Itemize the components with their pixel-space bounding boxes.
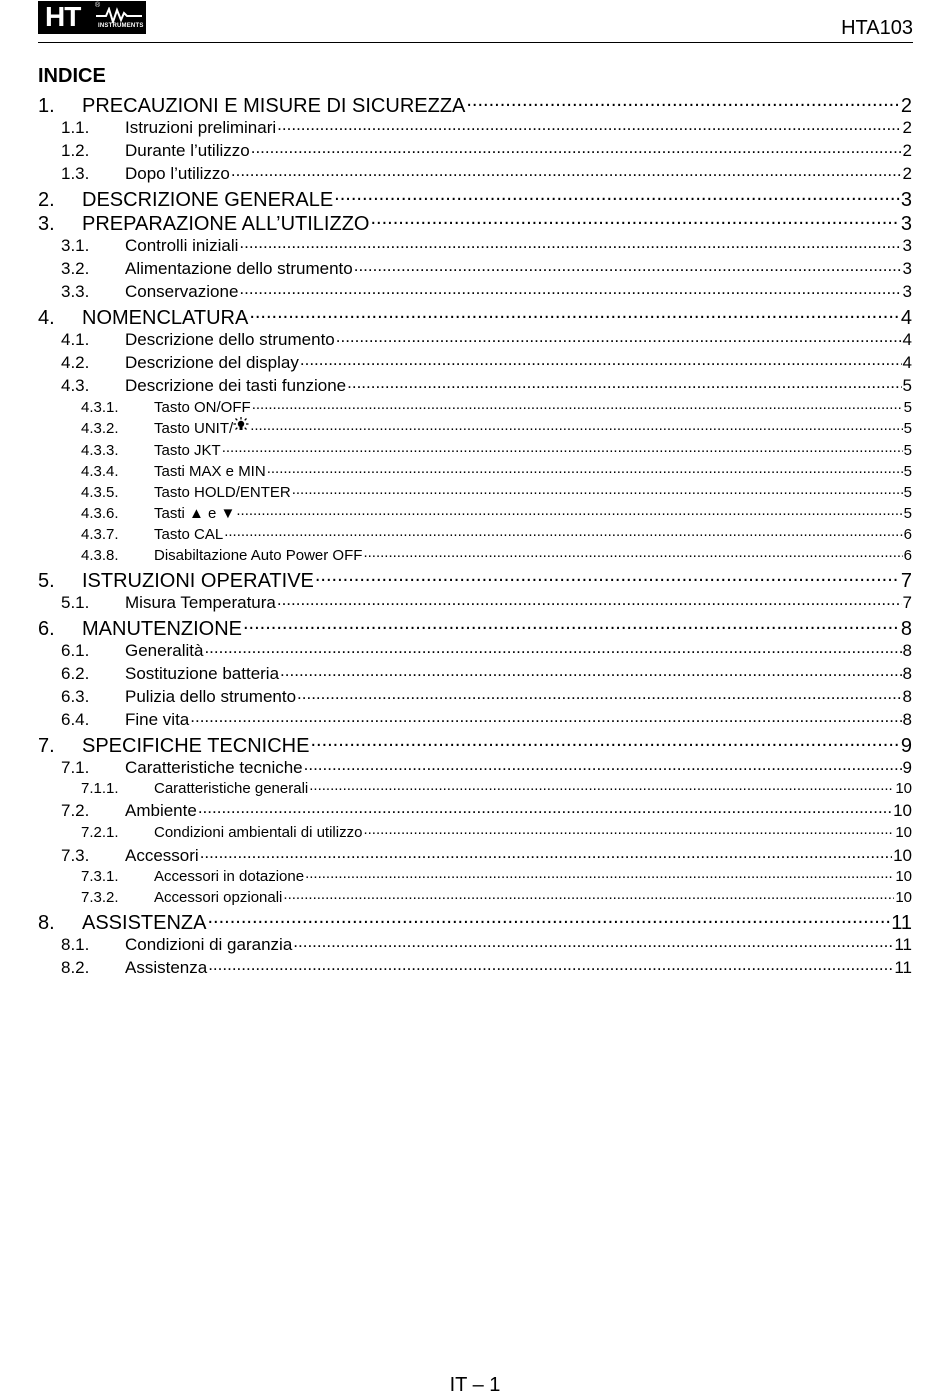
toc-page-number: 5 bbox=[903, 483, 912, 501]
toc-entry-number: 1.2. bbox=[61, 140, 90, 160]
toc-page-number: 9 bbox=[900, 735, 912, 757]
toc-entry-level3[interactable] bbox=[81, 864, 912, 884]
dot-leader bbox=[243, 613, 900, 635]
toc-entry-level3[interactable] bbox=[81, 820, 912, 840]
toc-entry-number: 8.2. bbox=[61, 957, 90, 977]
toc-entry-level2[interactable] bbox=[61, 954, 912, 976]
toc-entry-title: Fine vita bbox=[125, 709, 190, 729]
dot-leader bbox=[252, 395, 903, 412]
dot-leader bbox=[190, 706, 901, 725]
page-header bbox=[38, 0, 913, 43]
logo-text: HT bbox=[45, 1, 81, 32]
toc-entry-title: Descrizione dello strumento bbox=[125, 329, 335, 349]
toc-entry-number: 3.1. bbox=[61, 235, 90, 255]
toc-page-number: 4 bbox=[902, 352, 912, 372]
toc-entry-level2[interactable] bbox=[61, 137, 912, 159]
dot-leader bbox=[239, 232, 901, 251]
toc-page-number: 5 bbox=[902, 375, 912, 395]
toc-page-number: 2 bbox=[902, 117, 912, 137]
toc-entry-number: 4.3. bbox=[61, 375, 90, 395]
dot-leader bbox=[198, 797, 892, 816]
toc-entry-number: 4.1. bbox=[61, 329, 90, 349]
toc-entry-number: 6. bbox=[38, 618, 55, 640]
toc-entry-level2[interactable] bbox=[61, 797, 912, 819]
toc-entry-level2[interactable] bbox=[61, 589, 912, 611]
ht-instruments-logo bbox=[38, 1, 146, 34]
dot-leader bbox=[277, 114, 901, 133]
dot-leader bbox=[309, 776, 894, 793]
toc-entry-level3[interactable] bbox=[81, 501, 912, 521]
dot-leader bbox=[222, 438, 903, 455]
dot-leader bbox=[304, 754, 902, 773]
dot-leader bbox=[363, 543, 902, 560]
toc-page-number: 3 bbox=[900, 213, 912, 235]
toc-entry-title: DESCRIZIONE GENERALE bbox=[82, 189, 334, 211]
dot-leader bbox=[280, 660, 901, 679]
toc-page-number: 2 bbox=[902, 163, 912, 183]
dot-leader bbox=[370, 208, 899, 230]
toc-entry-title: Descrizione del display bbox=[125, 352, 299, 372]
toc-page-number: 11 bbox=[894, 934, 912, 954]
toc-entry-number: 4.3.3. bbox=[81, 441, 119, 459]
toc-entry-title: Accessori in dotazione bbox=[154, 867, 305, 885]
toc-page-number: 7 bbox=[902, 592, 912, 612]
toc-entry-title: Accessori bbox=[125, 845, 199, 865]
toc-entry-number: 4.3.8. bbox=[81, 546, 119, 564]
toc-entry-level2[interactable] bbox=[61, 372, 912, 394]
toc-page-number: 9 bbox=[902, 757, 912, 777]
toc-entry-title: Tasti ▲ e ▼ bbox=[154, 504, 236, 522]
toc-entry-title: Descrizione dei tasti funzione bbox=[125, 375, 347, 395]
toc-entry-number: 1. bbox=[38, 95, 55, 117]
toc-entry-title: Tasto CAL bbox=[154, 525, 224, 543]
model-name: HTA103 bbox=[841, 17, 913, 39]
toc-entry-level2[interactable] bbox=[61, 637, 912, 659]
dot-leader bbox=[347, 372, 901, 391]
toc-entry-title: Istruzioni preliminari bbox=[125, 117, 277, 137]
page-title: INDICE bbox=[38, 65, 106, 87]
toc-entry-title: Accessori opzionali bbox=[154, 888, 283, 906]
toc-entry-title: SPECIFICHE TECNICHE bbox=[82, 735, 310, 757]
dot-leader bbox=[267, 459, 903, 476]
dot-leader bbox=[204, 637, 901, 656]
toc-entry-title: Conservazione bbox=[125, 281, 239, 301]
toc-entry-level1[interactable] bbox=[38, 302, 912, 329]
dot-leader bbox=[297, 683, 902, 702]
dot-leader bbox=[277, 589, 902, 608]
toc-page-number: 5 bbox=[903, 462, 912, 480]
toc-page-number: 10 bbox=[893, 845, 912, 865]
toc-entry-title: Tasto ON/OFF bbox=[154, 398, 251, 416]
toc-page-number: 4 bbox=[902, 329, 912, 349]
toc-page-number: 11 bbox=[894, 957, 912, 977]
toc-entry-number: 4. bbox=[38, 307, 55, 329]
toc-entry-level2[interactable] bbox=[61, 326, 912, 348]
toc-page-number: 5 bbox=[903, 398, 912, 416]
toc-entry-level1[interactable] bbox=[38, 730, 912, 757]
toc-entry-number: 6.1. bbox=[61, 640, 90, 660]
toc-page-number: 10 bbox=[893, 800, 912, 820]
toc-entry-title: ISTRUZIONI OPERATIVE bbox=[82, 570, 314, 592]
toc-entry-number: 6.2. bbox=[61, 663, 90, 683]
toc-entry-title: Tasto HOLD/ENTER bbox=[154, 483, 291, 501]
toc-entry-title: Caratteristiche generali bbox=[154, 779, 309, 797]
dot-leader bbox=[208, 954, 893, 973]
toc-entry-number: 3.2. bbox=[61, 258, 90, 278]
toc-page-number: 8 bbox=[900, 618, 912, 640]
toc-entry-level3[interactable] bbox=[81, 459, 912, 479]
toc-entry-title: Tasti MAX e MIN bbox=[154, 462, 266, 480]
dot-leader bbox=[283, 885, 894, 902]
toc-entry-title: PREPARAZIONE ALL’UTILIZZO bbox=[82, 213, 370, 235]
dot-leader bbox=[315, 565, 900, 587]
dot-leader bbox=[231, 160, 902, 179]
toc-entry-number: 4.3.7. bbox=[81, 525, 119, 543]
dot-leader bbox=[363, 820, 894, 837]
dot-leader bbox=[249, 302, 900, 324]
toc-page-number: 4 bbox=[900, 307, 912, 329]
toc-entry-number: 7.3.2. bbox=[81, 888, 119, 906]
toc-entry-level2[interactable] bbox=[61, 278, 912, 300]
toc-entry-level2[interactable] bbox=[61, 754, 912, 776]
toc-entry-level3[interactable] bbox=[81, 416, 912, 436]
toc-page-number: 10 bbox=[895, 888, 912, 906]
toc-page-number: 10 bbox=[895, 779, 912, 797]
toc-entry-level3[interactable] bbox=[81, 480, 912, 500]
toc-entry-level2[interactable] bbox=[61, 114, 912, 136]
toc-entry-title: Disabiltazione Auto Power OFF bbox=[154, 546, 363, 564]
dot-leader bbox=[207, 907, 890, 929]
toc-entry-level2[interactable] bbox=[61, 160, 912, 182]
dot-leader bbox=[466, 90, 900, 112]
toc-entry-level2[interactable] bbox=[61, 931, 912, 953]
toc-entry-title: Controlli iniziali bbox=[125, 235, 239, 255]
toc-page-number: 8 bbox=[902, 709, 912, 729]
toc-entry-level1[interactable] bbox=[38, 90, 912, 117]
toc-page-number: 10 bbox=[895, 867, 912, 885]
dot-leader bbox=[239, 278, 901, 297]
toc-entry-number: 1.1. bbox=[61, 117, 90, 137]
toc-entry-title: Tasto UNIT/ bbox=[154, 419, 234, 437]
toc-entry-title: ASSISTENZA bbox=[82, 912, 207, 934]
toc-entry-number: 7.3.1. bbox=[81, 867, 119, 885]
toc-page-number: 6 bbox=[903, 525, 912, 543]
toc-entry-title: Pulizia dello strumento bbox=[125, 686, 297, 706]
backlight-icon bbox=[233, 417, 249, 433]
toc-entry-level3[interactable] bbox=[81, 522, 912, 542]
toc-entry-level1[interactable] bbox=[38, 184, 912, 211]
toc-entry-level3[interactable] bbox=[81, 776, 912, 796]
dot-leader bbox=[334, 184, 900, 206]
dot-leader bbox=[224, 522, 902, 539]
dot-leader bbox=[300, 349, 902, 368]
toc-entry-number: 3.3. bbox=[61, 281, 90, 301]
toc-entry-title: Assistenza bbox=[125, 957, 208, 977]
toc-page-number: 2 bbox=[900, 95, 912, 117]
dot-leader bbox=[305, 864, 894, 881]
toc-page-number: 5 bbox=[903, 419, 912, 437]
toc-entry-level2[interactable] bbox=[61, 349, 912, 371]
toc-page-number: 8 bbox=[902, 686, 912, 706]
toc-entry-number: 4.3.5. bbox=[81, 483, 119, 501]
toc-entry-level1[interactable] bbox=[38, 907, 912, 934]
dot-leader bbox=[200, 842, 892, 861]
toc-entry-title: Misura Temperatura bbox=[125, 592, 276, 612]
toc-entry-title: Durante l’utilizzo bbox=[125, 140, 250, 160]
toc-page-number: 3 bbox=[902, 235, 912, 255]
toc-entry-number: 7.3. bbox=[61, 845, 90, 865]
toc-entry-title: Condizioni ambientali di utilizzo bbox=[154, 823, 363, 841]
toc-page-number: 3 bbox=[900, 189, 912, 211]
dot-leader bbox=[292, 480, 903, 497]
toc-entry-title: Tasto JKT bbox=[154, 441, 221, 459]
toc-page-number: 7 bbox=[900, 570, 912, 592]
toc-page-number: 11 bbox=[891, 912, 912, 934]
toc-page-number: 6 bbox=[903, 546, 912, 564]
toc-entry-number: 7.2.1. bbox=[81, 823, 119, 841]
dot-leader bbox=[336, 326, 902, 345]
toc-entry-level2[interactable] bbox=[61, 683, 912, 705]
dot-leader bbox=[293, 931, 893, 950]
dot-leader bbox=[251, 137, 902, 156]
toc-page-number: 2 bbox=[902, 140, 912, 160]
toc-entry-number: 7.1. bbox=[61, 757, 90, 777]
toc-entry-title: NOMENCLATURA bbox=[82, 307, 249, 329]
toc-entry-number: 7.1.1. bbox=[81, 779, 119, 797]
toc-entry-title: PRECAUZIONI E MISURE DI SICUREZZA bbox=[82, 95, 466, 117]
toc-entry-level3[interactable] bbox=[81, 395, 912, 415]
toc-page-number: 3 bbox=[902, 258, 912, 278]
toc-entry-number: 4.2. bbox=[61, 352, 90, 372]
waveform-icon bbox=[96, 7, 142, 23]
dot-leader bbox=[250, 416, 902, 433]
toc-entry-number: 4.3.4. bbox=[81, 462, 119, 480]
toc-entry-title: Alimentazione dello strumento bbox=[125, 258, 353, 278]
toc-entry-number: 4.3.1. bbox=[81, 398, 119, 416]
toc-entry-level1[interactable] bbox=[38, 565, 912, 592]
toc-entry-level2[interactable] bbox=[61, 255, 912, 277]
toc-entry-number: 5. bbox=[38, 570, 55, 592]
toc-entry-number: 6.3. bbox=[61, 686, 90, 706]
logo-registered-mark: ® bbox=[95, 2, 101, 9]
toc-entry-level3[interactable] bbox=[81, 885, 912, 905]
toc-entry-number: 8. bbox=[38, 912, 55, 934]
toc-entry-number: 4.3.6. bbox=[81, 504, 119, 522]
dot-leader bbox=[354, 255, 902, 274]
toc-page-number: 10 bbox=[895, 823, 912, 841]
toc-entry-level2[interactable] bbox=[61, 232, 912, 254]
logo-subtitle: INSTRUMENTS bbox=[98, 23, 144, 29]
toc-entry-number: 2. bbox=[38, 189, 55, 211]
toc-entry-title: Generalità bbox=[125, 640, 204, 660]
toc-entry-title: Caratteristiche tecniche bbox=[125, 757, 303, 777]
toc-entry-level3[interactable] bbox=[81, 543, 912, 563]
toc-entry-level1[interactable] bbox=[38, 208, 912, 235]
toc-page-number: 8 bbox=[902, 663, 912, 683]
toc-entry-number: 7.2. bbox=[61, 800, 90, 820]
toc-page-number: 3 bbox=[902, 281, 912, 301]
dot-leader bbox=[236, 501, 902, 518]
toc-entry-title: Condizioni di garanzia bbox=[125, 934, 293, 954]
dot-leader bbox=[310, 730, 899, 752]
toc-entry-number: 5.1. bbox=[61, 592, 90, 612]
toc-entry-level2[interactable] bbox=[61, 842, 912, 864]
toc-entry-level2[interactable] bbox=[61, 660, 912, 682]
toc-entry-level1[interactable] bbox=[38, 613, 912, 640]
toc-entry-title: MANUTENZIONE bbox=[82, 618, 242, 640]
toc-entry-number: 6.4. bbox=[61, 709, 90, 729]
toc-entry-number: 3. bbox=[38, 213, 55, 235]
toc-entry-level2[interactable] bbox=[61, 706, 912, 728]
toc-entry-number: 1.3. bbox=[61, 163, 90, 183]
page-number: IT – 1 bbox=[449, 1374, 501, 1396]
toc-page-number: 5 bbox=[903, 504, 912, 522]
toc-entry-title: Sostituzione batteria bbox=[125, 663, 280, 683]
toc-page-number: 5 bbox=[903, 441, 912, 459]
toc-entry-number: 7. bbox=[38, 735, 55, 757]
toc-entry-number: 8.1. bbox=[61, 934, 90, 954]
toc-page-number: 8 bbox=[902, 640, 912, 660]
toc-entry-number: 4.3.2. bbox=[81, 419, 119, 437]
toc-entry-level3[interactable] bbox=[81, 438, 912, 458]
toc-entry-title: Dopo l’utilizzo bbox=[125, 163, 230, 183]
toc-entry-title: Ambiente bbox=[125, 800, 197, 820]
